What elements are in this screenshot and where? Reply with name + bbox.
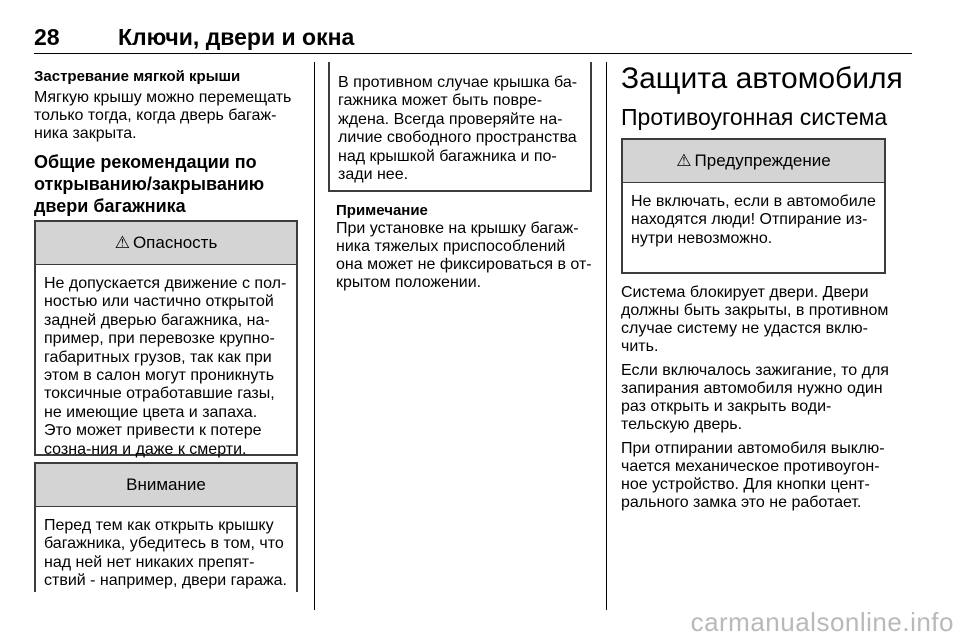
attention-box-continued-body: В противном случае крышка ба-гажника может быть повре-ждена. Всегда проверяйте на-личие свободного пространства над крышкой багажника и по-зади нее.: [338, 74, 578, 184]
page-number: 28: [34, 24, 60, 50]
column-2-note: [336, 202, 592, 292]
chapter-title: Ключи, двери и окна: [118, 24, 355, 50]
subsection-title-anti-theft: Противоугонная система: [621, 104, 888, 130]
note-body: При установке на крышку багаж-ника тяжелых приспособлений она может не фиксироваться в от-крытом положении.: [336, 220, 592, 291]
attention-box: [34, 462, 298, 592]
warning-box-body: Не включать, если в автомобиле находятся люди! Отпирание из-нутри невозможно.: [631, 193, 876, 247]
danger-box-title: Опасность: [132, 233, 218, 252]
column-divider-2: [606, 62, 607, 610]
section-title-tailgate: Общие рекомендации по открыванию/закрыванию двери багажника: [34, 152, 265, 216]
paragraph-lock-doors: Система блокирует двери. Двери должны быть закрыты, в противном случае систему не удастся вклю-чить.: [621, 284, 889, 355]
attention-box-body: Перед тем как открыть крышку багажника, убедитесь в том, что над ней нет никаких препят-ствий - например, двери гаража.: [44, 517, 287, 590]
warning-box-title: Предупреждение: [694, 151, 831, 170]
section-title-soft-top: Застревание мягкой крыши: [34, 68, 241, 85]
warning-triangle-icon: ⚠: [676, 151, 692, 170]
column-3-text: [621, 284, 889, 512]
paragraph-ignition: Если включалось зажигание, то для запирания автомобиля нужно один раз открыть и закрыть води-тельскую дверь.: [621, 362, 889, 433]
danger-box: [34, 220, 298, 456]
attention-box-continued: [328, 62, 592, 192]
danger-box-header: [36, 222, 296, 265]
page-header: [34, 24, 914, 52]
attention-box-title: Внимание: [126, 475, 206, 494]
warning-box-header: [623, 140, 884, 183]
danger-box-body: Не допускается движение с пол-ностью или частично открытой задней дверью багажника, на-пример, при перевозке крупно-габаритных грузов, так как при этом в салон могут проникнуть токсичные отработавшие газы, не имеющие цвета и запаха. Это может привести к потере созна-ния и даже к смерти.: [44, 275, 287, 458]
attention-box-header: [36, 464, 296, 507]
warning-triangle-icon: ⚠: [114, 233, 130, 252]
section-title-vehicle-security: Защита автомобиля: [621, 62, 903, 95]
note-title: Примечание: [336, 202, 428, 219]
header-rule: [34, 53, 912, 54]
paragraph-unlock: При отпирании автомобиля выклю-чается механическое противоугон-ное устройство. Для кнопки цент-рального замка это не работает.: [621, 440, 885, 511]
section-body-soft-top: Мягкую крышу можно перемещать только тогда, когда дверь багаж-ника закрыта.: [34, 89, 292, 142]
watermark: carmanualsonline.info: [690, 607, 954, 637]
warning-box: [621, 138, 886, 274]
column-divider-1: [314, 62, 315, 610]
column-1: [34, 68, 300, 217]
